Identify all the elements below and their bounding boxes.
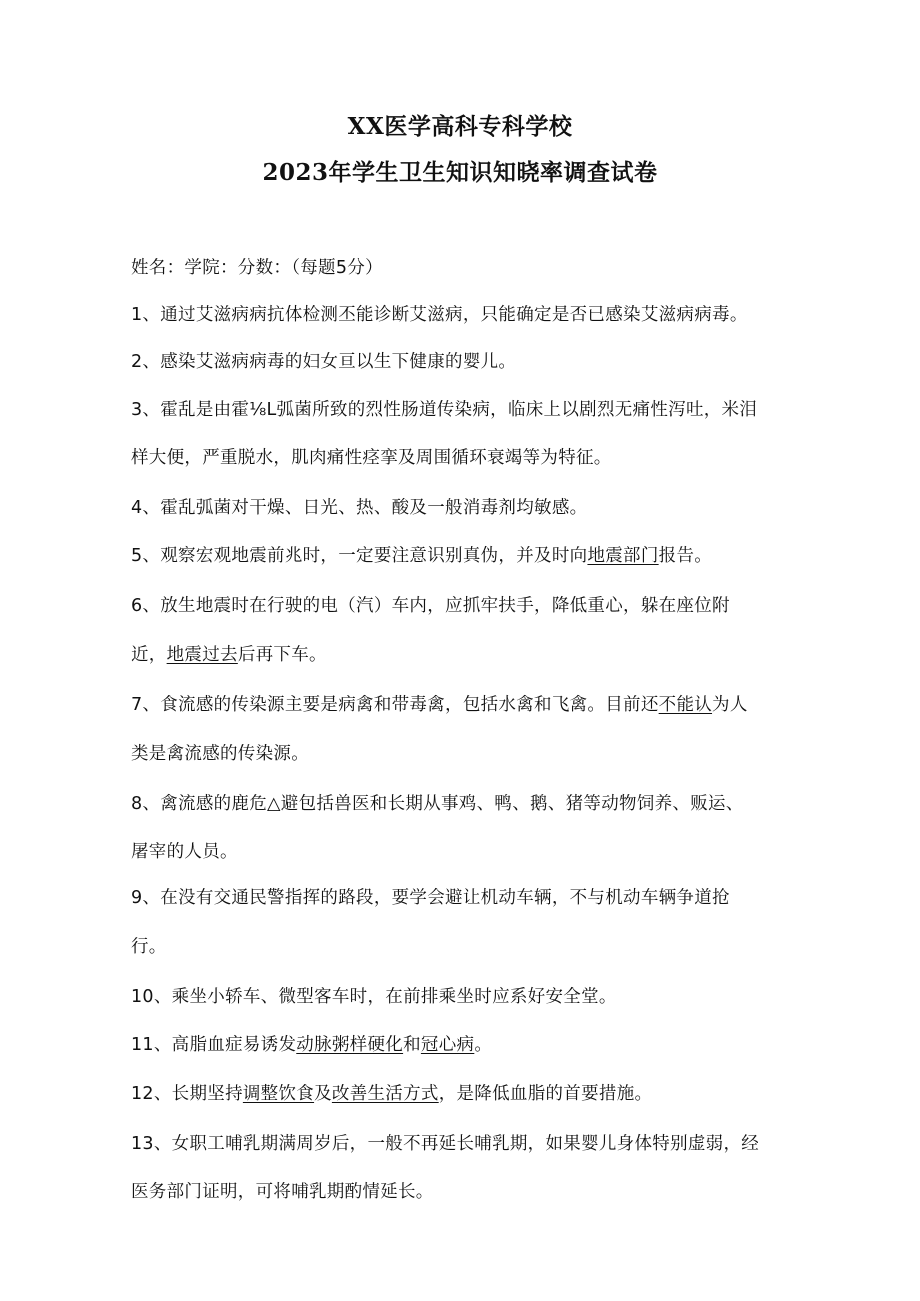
question-3: 3、霍乱是由霍⅛L弧菌所致的烈性肠道传染病，临床上以剧烈无痛性泻吐，米泪 bbox=[131, 400, 758, 420]
underlined-answer: 不能认 bbox=[658, 695, 713, 715]
question-9-cont: 行。 bbox=[131, 937, 167, 957]
question-7-cont: 类是禽流感的传染源。 bbox=[131, 744, 309, 764]
school-title: XX医学高科专科学校 bbox=[347, 113, 573, 140]
question-10: 10、乘坐小轿车、微型客车时，在前排乘坐时应系好安全堂。 bbox=[131, 987, 617, 1007]
question-11: 11、高脂血症易诱发动脉粥样硬化和冠心病。 bbox=[131, 1035, 493, 1055]
question-3-cont: 样大便，严重脱水，肌肉痛性痉挛及周围循环衰竭等为特征。 bbox=[131, 448, 612, 468]
question-8: 8、禽流感的鹿危△避包括兽医和长期从事鸡、鸭、鹅、猪等动物饲养、贩运、 bbox=[131, 794, 744, 814]
question-6: 6、放生地震时在行驶的电（汽）车内，应抓牢扶手，降低重心，躲在座位附 bbox=[131, 596, 730, 616]
question-4: 4、霍乱弧菌对干燥、日光、热、酸及一般消毒剂均敏感。 bbox=[131, 498, 588, 518]
question-7: 7、食流感的传染源主要是病禽和带毒禽，包括水禽和飞禽。目前还不能认为人 bbox=[131, 695, 748, 715]
question-12: 12、长期坚持调整饮食及改善生活方式，是降低血脂的首要措施。 bbox=[131, 1084, 653, 1104]
underlined-answer: 改善生活方式 bbox=[331, 1084, 439, 1104]
underlined-answer: 地震部门 bbox=[587, 546, 659, 566]
question-8-cont: 屠宰的人员。 bbox=[131, 842, 238, 862]
question-13-cont: 医务部门证明，可将哺乳期酌情延长。 bbox=[131, 1182, 434, 1202]
underlined-answer: 冠心病 bbox=[420, 1035, 475, 1055]
question-1: 1、通过艾滋病病抗体检测丕能诊断艾滋病，只能确定是否已感染艾滋病病毒。 bbox=[131, 305, 748, 325]
exam-title: 2023年学生卫生知识知晓率调查试卷 bbox=[262, 159, 658, 186]
question-6-cont: 近，地震过去后再下车。 bbox=[131, 645, 327, 665]
underlined-answer: 动脉粥样硬化 bbox=[296, 1035, 404, 1055]
underlined-answer: 地震过去 bbox=[166, 645, 238, 665]
student-info-line: 姓名：学院：分数：（每题5分） bbox=[131, 258, 383, 278]
question-2: 2、感染艾滋病病毒的妇女亘以生下健康的婴儿。 bbox=[131, 352, 517, 372]
question-9: 9、在没有交通民警指挥的路段，要学会避让机动车辆，不与机动车辆争道抢 bbox=[131, 888, 730, 908]
question-13: 13、女职工哺乳期满周岁后，一般不再延长哺乳期，如果婴儿身体特别虚弱，经 bbox=[131, 1134, 760, 1154]
question-5: 5、观察宏观地震前兆时，一定要注意识别真伪，并及时向地震部门报告。 bbox=[131, 546, 713, 566]
underlined-answer: 调整饮食 bbox=[242, 1084, 315, 1104]
